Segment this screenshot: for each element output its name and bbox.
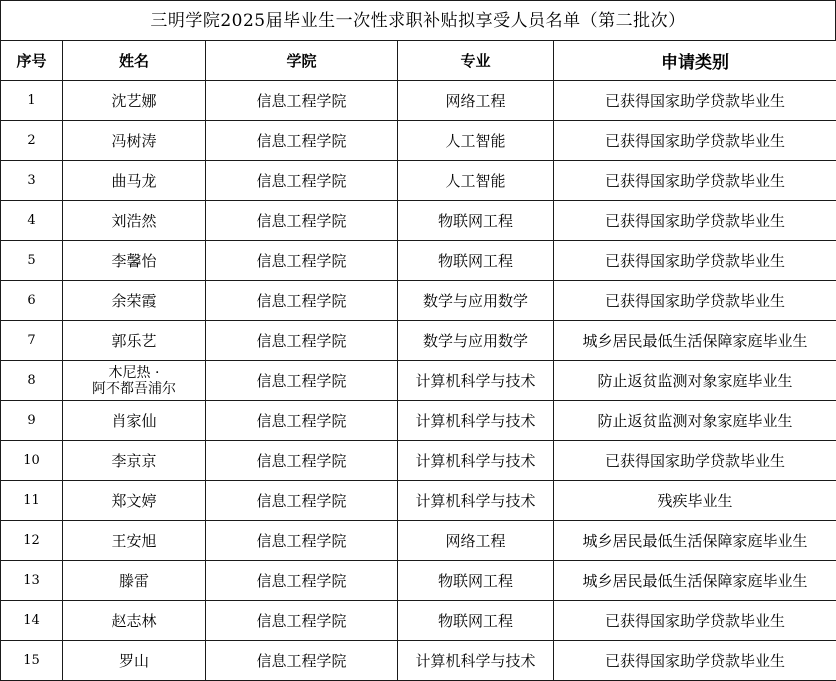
table-row [1, 121, 836, 161]
table-row [1, 361, 836, 401]
header-row [1, 41, 836, 81]
cell-major: 网络工程 [398, 521, 554, 561]
cell-major: 数学与应用数学 [398, 321, 554, 361]
cell-category: 已获得国家助学贷款毕业生 [554, 641, 836, 681]
header-major: 专业 [398, 41, 554, 81]
cell-category: 残疾毕业生 [554, 481, 836, 521]
applicant-table [0, 40, 836, 681]
cell-name: 王安旭 [63, 521, 206, 561]
table-row [1, 241, 836, 281]
cell-category: 城乡居民最低生活保障家庭毕业生 [554, 521, 836, 561]
cell-category: 已获得国家助学贷款毕业生 [554, 281, 836, 321]
cell-category: 已获得国家助学贷款毕业生 [554, 441, 836, 481]
table-row [1, 601, 836, 641]
table-row [1, 321, 836, 361]
cell-major: 计算机科学与技术 [398, 481, 554, 521]
cell-name: 郭乐艺 [63, 321, 206, 361]
header-college: 学院 [206, 41, 398, 81]
table-row [1, 641, 836, 681]
cell-name: 罗山 [63, 641, 206, 681]
cell-seq: 3 [1, 161, 63, 201]
cell-college: 信息工程学院 [206, 401, 398, 441]
header-category: 申请类别 [554, 41, 836, 81]
cell-major: 网络工程 [398, 81, 554, 121]
cell-major: 数学与应用数学 [398, 281, 554, 321]
cell-major: 物联网工程 [398, 601, 554, 641]
cell-category: 已获得国家助学贷款毕业生 [554, 241, 836, 281]
cell-college: 信息工程学院 [206, 81, 398, 121]
table-row [1, 201, 836, 241]
cell-category: 已获得国家助学贷款毕业生 [554, 601, 836, 641]
cell-major: 人工智能 [398, 161, 554, 201]
cell-college: 信息工程学院 [206, 361, 398, 401]
table-row [1, 401, 836, 441]
cell-major: 物联网工程 [398, 201, 554, 241]
cell-major: 计算机科学与技术 [398, 361, 554, 401]
cell-college: 信息工程学院 [206, 481, 398, 521]
cell-name: 赵志林 [63, 601, 206, 641]
cell-name [63, 361, 206, 401]
table-row [1, 81, 836, 121]
cell-college: 信息工程学院 [206, 241, 398, 281]
cell-name: 肖家仙 [63, 401, 206, 441]
header-name: 姓名 [63, 41, 206, 81]
cell-category: 防止返贫监测对象家庭毕业生 [554, 361, 836, 401]
cell-seq: 1 [1, 81, 63, 121]
cell-category: 已获得国家助学贷款毕业生 [554, 81, 836, 121]
cell-major: 计算机科学与技术 [398, 401, 554, 441]
cell-college: 信息工程学院 [206, 521, 398, 561]
sheet-title: 三明学院2025届毕业生一次性求职补贴拟享受人员名单（第二批次） [0, 0, 836, 40]
cell-seq: 4 [1, 201, 63, 241]
cell-college: 信息工程学院 [206, 561, 398, 601]
cell-college: 信息工程学院 [206, 601, 398, 641]
table-row [1, 441, 836, 481]
cell-major: 人工智能 [398, 121, 554, 161]
table-row [1, 561, 836, 601]
cell-seq: 15 [1, 641, 63, 681]
cell-major: 物联网工程 [398, 241, 554, 281]
cell-category: 已获得国家助学贷款毕业生 [554, 121, 836, 161]
cell-seq: 6 [1, 281, 63, 321]
cell-seq: 5 [1, 241, 63, 281]
cell-name: 滕雷 [63, 561, 206, 601]
cell-name: 沈艺娜 [63, 81, 206, 121]
cell-seq: 9 [1, 401, 63, 441]
header-seq: 序号 [1, 41, 63, 81]
cell-college: 信息工程学院 [206, 641, 398, 681]
cell-category: 防止返贫监测对象家庭毕业生 [554, 401, 836, 441]
cell-college: 信息工程学院 [206, 121, 398, 161]
cell-college: 信息工程学院 [206, 441, 398, 481]
cell-major: 计算机科学与技术 [398, 641, 554, 681]
cell-seq: 11 [1, 481, 63, 521]
cell-name: 冯树涛 [63, 121, 206, 161]
cell-category: 城乡居民最低生活保障家庭毕业生 [554, 321, 836, 361]
cell-major: 物联网工程 [398, 561, 554, 601]
cell-name-line1: 木尼热 · [108, 364, 160, 381]
table-row [1, 161, 836, 201]
cell-seq: 10 [1, 441, 63, 481]
cell-seq: 13 [1, 561, 63, 601]
table-row [1, 521, 836, 561]
cell-major: 计算机科学与技术 [398, 441, 554, 481]
cell-name: 余荣霞 [63, 281, 206, 321]
table-row [1, 281, 836, 321]
table-row [1, 481, 836, 521]
cell-college: 信息工程学院 [206, 321, 398, 361]
cell-name: 郑文婷 [63, 481, 206, 521]
cell-name: 刘浩然 [63, 201, 206, 241]
cell-category: 已获得国家助学贷款毕业生 [554, 201, 836, 241]
cell-name: 李馨怡 [63, 241, 206, 281]
cell-category: 已获得国家助学贷款毕业生 [554, 161, 836, 201]
cell-seq: 12 [1, 521, 63, 561]
cell-category: 城乡居民最低生活保障家庭毕业生 [554, 561, 836, 601]
cell-seq: 7 [1, 321, 63, 361]
cell-seq: 14 [1, 601, 63, 641]
cell-name-line2: 阿不都吾浦尔 [92, 380, 176, 397]
cell-college: 信息工程学院 [206, 281, 398, 321]
cell-college: 信息工程学院 [206, 201, 398, 241]
cell-college: 信息工程学院 [206, 161, 398, 201]
cell-name: 曲马龙 [63, 161, 206, 201]
cell-name: 李京京 [63, 441, 206, 481]
cell-seq: 2 [1, 121, 63, 161]
cell-seq: 8 [1, 361, 63, 401]
